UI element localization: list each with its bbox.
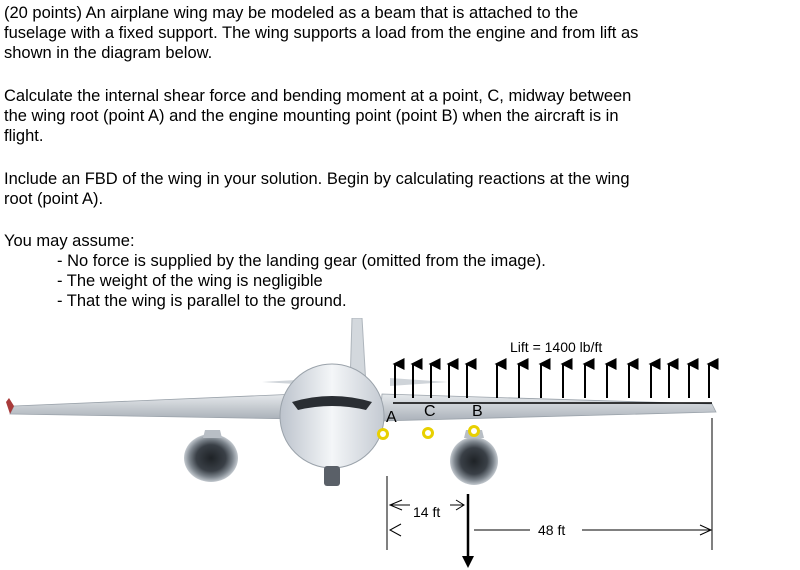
airplane-illustration xyxy=(6,318,716,486)
intro-paragraph xyxy=(4,3,794,63)
lift-arrows xyxy=(395,364,709,398)
intro-line: fuselage with a fixed support. The wing supports a load from the engine and from lift as xyxy=(4,24,639,42)
point-a-label: A xyxy=(386,409,397,426)
fbd-line: Include an FBD of the wing in your solution. Begin by calculating reactions at the wing xyxy=(4,170,630,188)
point-b-label: B xyxy=(472,403,483,420)
intro-line: (20 points) An airplane wing may be modeled as a beam that is attached to the xyxy=(4,4,579,22)
left-pylon xyxy=(203,430,222,438)
dimension-wing xyxy=(474,522,711,538)
dim-ab-label: 14 ft xyxy=(413,504,441,520)
left-engine xyxy=(184,434,238,482)
right-stabilizer xyxy=(390,378,448,386)
fuselage xyxy=(280,364,384,468)
point-b-marker xyxy=(470,427,479,436)
fbd-paragraph xyxy=(4,169,794,209)
assumption-item: - No force is supplied by the landing gear (omitted from the image). xyxy=(57,252,546,270)
task-line: the wing root (point A) and the engine mounting point (point B) when the aircraft is in xyxy=(4,107,619,125)
assumption-item: - The weight of the wing is negligible xyxy=(57,272,323,290)
fbd-line: root (point A). xyxy=(4,190,104,208)
nose-gear xyxy=(324,466,340,486)
point-c-marker xyxy=(424,429,433,438)
assumption-list xyxy=(57,251,546,311)
intro-line: shown in the diagram below. xyxy=(4,44,213,62)
lift-label: Lift = 1400 lb/ft xyxy=(510,339,603,355)
task-paragraph xyxy=(4,86,794,146)
point-c-label: C xyxy=(424,403,436,420)
dim-wing-label: 48 ft xyxy=(538,522,566,538)
right-engine xyxy=(450,437,498,485)
task-line: flight. xyxy=(4,127,44,145)
wing-diagram xyxy=(0,318,800,570)
engine-load-arrowhead xyxy=(462,556,474,568)
point-a-marker xyxy=(379,430,388,439)
dimension-ab xyxy=(390,500,464,520)
task-line: Calculate the internal shear force and bending moment at a point, C, midway between xyxy=(4,87,632,105)
dim-root-arrow xyxy=(390,524,401,536)
assumption-item: - That the wing is parallel to the ground. xyxy=(57,292,347,310)
left-wing xyxy=(10,394,300,419)
assume-heading: You may assume: xyxy=(4,232,135,250)
